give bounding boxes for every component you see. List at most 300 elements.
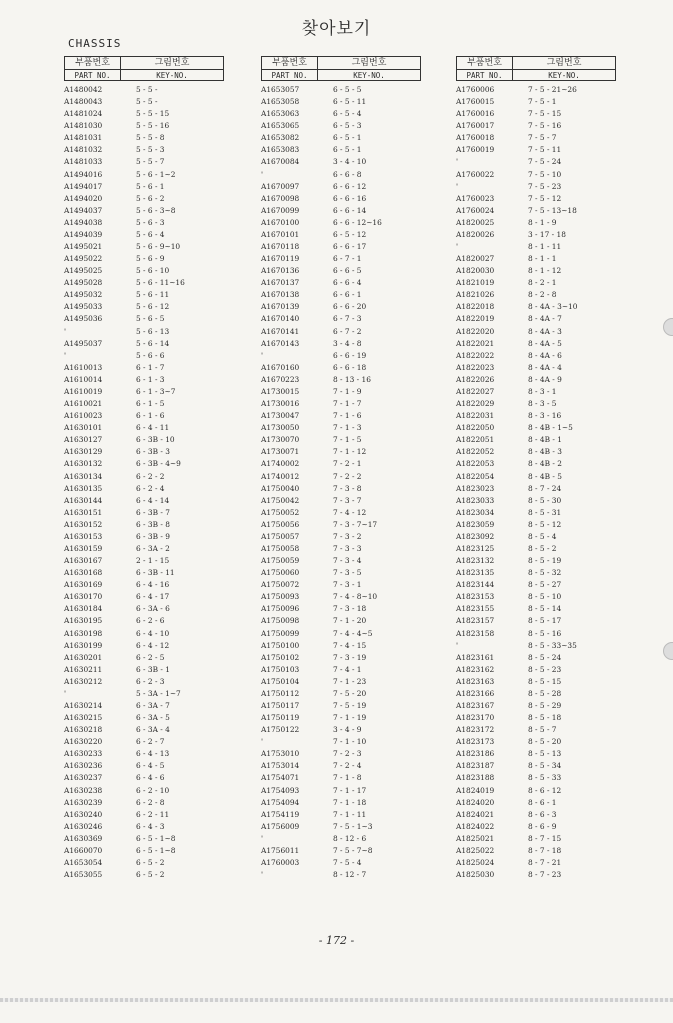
- part-number: A1730050: [261, 423, 300, 433]
- part-number: A1822052: [456, 447, 495, 457]
- index-row: [261, 326, 421, 338]
- index-row: [456, 169, 616, 181]
- index-row: [261, 386, 421, 398]
- part-number: A1750099: [261, 628, 300, 638]
- part-number: A1823170: [456, 713, 495, 723]
- key-number: 5 - 6 - 11: [136, 290, 170, 300]
- key-number: 6 - 1 - 6: [136, 411, 165, 421]
- key-number: 8 - 5 - 18: [528, 713, 562, 723]
- key-number: 7 - 3 - 1: [333, 580, 362, 590]
- index-row: [64, 628, 224, 640]
- key-number: 7 - 2 - 3: [333, 749, 362, 759]
- index-row: [64, 700, 224, 712]
- index-row: [261, 567, 421, 579]
- part-number: A1754094: [261, 797, 300, 807]
- index-row: [456, 398, 616, 410]
- key-number: 8 - 4A - 5: [528, 338, 562, 348]
- index-row: [64, 253, 224, 265]
- key-number: 8 - 5 - 4: [528, 531, 557, 541]
- part-number: A1750117: [261, 700, 300, 710]
- key-number: 6 - 3B - 1: [136, 664, 170, 674]
- part-number: A1630134: [64, 471, 103, 481]
- part-number: A1630212: [64, 676, 103, 686]
- part-number: A1610019: [64, 386, 103, 396]
- part-number: A1822027: [456, 386, 495, 396]
- part-number: A1823186: [456, 749, 495, 759]
- index-row: [261, 736, 421, 748]
- key-number: 8 - 5 - 20: [528, 737, 562, 747]
- part-number: A1821026: [456, 290, 495, 300]
- index-row: [261, 301, 421, 313]
- index-row: [456, 362, 616, 374]
- index-row: [64, 84, 224, 96]
- index-column-3: [456, 56, 616, 881]
- key-number: 6 - 3B - 7: [136, 507, 170, 517]
- index-row: [456, 640, 616, 652]
- index-row: [456, 724, 616, 736]
- index-rows: [261, 84, 421, 881]
- key-number: 6 - 6 - 17: [333, 242, 367, 252]
- index-row: [261, 869, 421, 881]
- key-number: 6 - 4 - 5: [136, 761, 165, 771]
- index-row: [64, 434, 224, 446]
- index-row: [64, 326, 224, 338]
- part-number: A1481032: [64, 145, 103, 155]
- key-number: 6 - 6 - 1: [333, 290, 362, 300]
- part-number: A1730047: [261, 411, 300, 421]
- key-number: 5 - 6 - 2: [136, 193, 165, 203]
- part-number: A1822054: [456, 471, 495, 481]
- index-row: [261, 748, 421, 760]
- key-number: 7 - 1 - 20: [333, 616, 367, 626]
- index-rows: [456, 84, 616, 881]
- key-number: 7 - 2 - 1: [333, 459, 362, 469]
- index-row: [456, 132, 616, 144]
- key-number: 6 - 2 - 3: [136, 676, 165, 686]
- part-number: A1480042: [64, 85, 103, 94]
- part-no-header: PART NO.: [457, 69, 512, 80]
- index-row: [64, 313, 224, 325]
- part-number: ': [64, 688, 67, 698]
- index-row: [64, 833, 224, 845]
- index-row: [64, 144, 224, 156]
- index-row: [64, 543, 224, 555]
- key-number: 8 - 12 - 6: [333, 833, 367, 843]
- index-row: [261, 579, 421, 591]
- part-number: A1822020: [456, 326, 495, 336]
- key-number: 6 - 3B - 8: [136, 519, 170, 529]
- part-number: A1670139: [261, 302, 300, 312]
- index-row: [456, 289, 616, 301]
- key-number: 7 - 3 - 19: [333, 652, 367, 662]
- part-number: A1670084: [261, 157, 300, 167]
- part-number: A1750052: [261, 507, 300, 517]
- part-number: A1495025: [64, 266, 103, 276]
- key-number: 6 - 2 - 6: [136, 616, 165, 626]
- index-row: [456, 386, 616, 398]
- part-number: A1630144: [64, 495, 103, 505]
- index-row: [456, 845, 616, 857]
- index-row: [456, 144, 616, 156]
- key-number: 7 - 5 - 7~8: [333, 845, 373, 855]
- part-number: A1822053: [456, 459, 495, 469]
- part-number: A1494039: [64, 229, 103, 239]
- part-number: A1750103: [261, 664, 300, 674]
- part-number: A1823166: [456, 688, 495, 698]
- index-row: [261, 96, 421, 108]
- key-number: 8 - 7 - 24: [528, 483, 562, 493]
- part-number: A1610014: [64, 374, 103, 384]
- key-number: 5 - 5 - 16: [136, 121, 170, 131]
- key-number: 8 - 5 - 34: [528, 761, 562, 771]
- key-number: 5 - 5 -: [136, 85, 158, 94]
- key-number: 6 - 1 - 3: [136, 374, 165, 384]
- index-row: [261, 446, 421, 458]
- key-number: 8 - 6 - 3: [528, 809, 557, 819]
- key-number: 6 - 3B - 10: [136, 435, 175, 445]
- index-row: [64, 615, 224, 627]
- part-number: A1760006: [456, 85, 495, 94]
- part-number: A1730070: [261, 435, 300, 445]
- index-row: [64, 229, 224, 241]
- part-number: A1630195: [64, 616, 103, 626]
- part-number: A1823187: [456, 761, 495, 771]
- part-number: A1750058: [261, 543, 300, 553]
- key-number: 6 - 7 - 1: [333, 254, 362, 264]
- key-number: 7 - 4 - 12: [333, 507, 367, 517]
- part-number: A1670118: [261, 242, 300, 252]
- key-number: 7 - 1 - 5: [333, 435, 362, 445]
- index-row: [456, 313, 616, 325]
- key-number: 5 - 6 - 9: [136, 254, 165, 264]
- index-row: [456, 688, 616, 700]
- part-number: A1760016: [456, 109, 495, 119]
- index-row: [456, 748, 616, 760]
- index-row: [261, 84, 421, 96]
- index-row: [261, 338, 421, 350]
- key-number: 6 - 5 - 2: [136, 870, 165, 880]
- index-column-1: [64, 56, 224, 881]
- index-row: [64, 362, 224, 374]
- part-number: A1670100: [261, 217, 300, 227]
- part-number: A1823173: [456, 737, 495, 747]
- key-number: 8 - 5 - 10: [528, 592, 562, 602]
- key-number: 6 - 3A - 2: [136, 543, 170, 553]
- key-number: 7 - 1 - 23: [333, 676, 367, 686]
- index-row: [456, 628, 616, 640]
- index-row: [456, 495, 616, 507]
- part-number: A1823092: [456, 531, 495, 541]
- part-number: A1670136: [261, 266, 300, 276]
- index-row: [261, 108, 421, 120]
- index-row: [456, 857, 616, 869]
- index-row: [456, 809, 616, 821]
- key-number: 7 - 3 - 2: [333, 531, 362, 541]
- part-number: ': [261, 833, 264, 843]
- part-number: A1823132: [456, 556, 495, 566]
- part-no-header-ko: 부품번호: [467, 58, 502, 68]
- index-row: [456, 458, 616, 470]
- key-number: 5 - 6 - 11~16: [136, 278, 185, 288]
- key-number: 5 - 6 - 13: [136, 326, 170, 336]
- part-number: A1823125: [456, 543, 495, 553]
- key-number: 7 - 1 - 17: [333, 785, 367, 795]
- key-number: 5 - 6 - 9~10: [136, 242, 181, 252]
- key-number: 3 - 4 - 9: [333, 725, 362, 735]
- part-number: A1760019: [456, 145, 495, 155]
- index-row: [261, 676, 421, 688]
- part-number: A1653065: [261, 121, 300, 131]
- section-title: CHASSIS: [68, 37, 122, 50]
- index-row: [456, 217, 616, 229]
- part-number: A1630101: [64, 423, 103, 433]
- index-row: [456, 664, 616, 676]
- part-number: A1825024: [456, 858, 495, 867]
- index-row: [64, 205, 224, 217]
- part-number: A1481024: [64, 109, 103, 119]
- part-number: A1824019: [456, 785, 495, 795]
- part-number: A1750098: [261, 616, 300, 626]
- key-number: 5 - 6 - 14: [136, 338, 170, 348]
- index-row: [261, 519, 421, 531]
- key-number: 6 - 3B - 9: [136, 531, 170, 541]
- part-number: A1822021: [456, 338, 495, 348]
- key-number: 6 - 5 - 1: [333, 145, 362, 155]
- index-row: [261, 845, 421, 857]
- key-number: 6 - 5 - 12: [333, 229, 367, 239]
- index-row: [456, 229, 616, 241]
- key-number: 7 - 5 - 16: [528, 121, 562, 131]
- part-number: A1750119: [261, 713, 300, 723]
- binder-hole: [663, 642, 673, 660]
- key-number: 8 - 4A - 3~10: [528, 302, 578, 312]
- part-number: A1756009: [261, 821, 300, 831]
- key-number: 7 - 2 - 2: [333, 471, 362, 481]
- part-number: A1495036: [64, 314, 103, 324]
- part-number: A1653083: [261, 145, 300, 155]
- part-no-header-ko: 부품번호: [272, 58, 307, 68]
- index-row: [261, 652, 421, 664]
- key-number: 7 - 2 - 4: [333, 761, 362, 771]
- part-number: A1823033: [456, 495, 495, 505]
- key-number: 7 - 3 - 7~17: [333, 519, 378, 529]
- key-number: 8 - 4B - 5: [528, 471, 562, 481]
- key-number: 7 - 5 - 19: [333, 700, 367, 710]
- part-number: A1750042: [261, 495, 300, 505]
- key-number: 8 - 12 - 7: [333, 870, 367, 880]
- part-number: A1630220: [64, 737, 103, 747]
- part-number: A1823135: [456, 568, 495, 578]
- key-number: 6 - 4 - 11: [136, 423, 170, 433]
- index-row: [456, 821, 616, 833]
- key-number: 8 - 1 - 1: [528, 254, 557, 264]
- index-row: [64, 120, 224, 132]
- index-row: [456, 579, 616, 591]
- part-number: A1630211: [64, 664, 103, 674]
- key-number: 5 - 6 - 5: [136, 314, 165, 324]
- index-row: [456, 603, 616, 615]
- part-number: A1760018: [456, 133, 495, 143]
- key-number: 8 - 1 - 11: [528, 242, 562, 252]
- part-number: ': [261, 169, 264, 179]
- key-number: 7 - 1 - 10: [333, 737, 367, 747]
- index-row: [64, 217, 224, 229]
- key-number: 8 - 4A - 4: [528, 362, 562, 372]
- key-number: 6 - 2 - 5: [136, 652, 165, 662]
- index-row: [456, 253, 616, 265]
- part-number: A1822051: [456, 435, 495, 445]
- index-row: [261, 640, 421, 652]
- index-row: [261, 543, 421, 555]
- part-number: A1630239: [64, 797, 103, 807]
- part-number: A1750112: [261, 688, 300, 698]
- key-number: 8 - 4A - 6: [528, 350, 562, 360]
- index-row: [261, 265, 421, 277]
- part-number: A1822026: [456, 374, 495, 384]
- index-row: [261, 410, 421, 422]
- index-row: [64, 845, 224, 857]
- index-row: [261, 471, 421, 483]
- key-number: 8 - 5 - 31: [528, 507, 562, 517]
- key-number: 6 - 1 - 3~7: [136, 386, 176, 396]
- part-number: A1494020: [64, 193, 103, 203]
- key-number: 6 - 3A - 7: [136, 700, 170, 710]
- part-number: A1824021: [456, 809, 495, 819]
- part-number: A1822018: [456, 302, 495, 312]
- part-number: A1653057: [261, 85, 300, 94]
- part-number: A1670097: [261, 181, 300, 191]
- part-number: A1630168: [64, 568, 103, 578]
- key-number: 6 - 2 - 4: [136, 483, 165, 493]
- part-number: A1494017: [64, 181, 103, 191]
- index-row: [261, 712, 421, 724]
- part-number: A1750072: [261, 580, 300, 590]
- key-number: 6 - 5 - 2: [136, 858, 165, 867]
- index-row: [261, 241, 421, 253]
- key-no-header: KEY-NO.: [318, 69, 420, 80]
- index-row: [64, 712, 224, 724]
- part-number: A1653063: [261, 109, 300, 119]
- part-number: A1630233: [64, 749, 103, 759]
- index-row: [64, 495, 224, 507]
- part-number: A1820026: [456, 229, 495, 239]
- key-number: 6 - 6 - 4: [333, 278, 362, 288]
- index-row: [456, 483, 616, 495]
- part-number: A1823188: [456, 773, 495, 783]
- part-number: A1494038: [64, 217, 103, 227]
- index-row: [261, 120, 421, 132]
- key-no-header-ko: 그림번호: [546, 58, 582, 68]
- part-number: A1495033: [64, 302, 103, 312]
- index-row: [64, 664, 224, 676]
- part-number: A1823034: [456, 507, 495, 517]
- key-number: 7 - 5 - 7: [528, 133, 557, 143]
- key-number: 8 - 7 - 21: [528, 858, 562, 867]
- part-number: A1750093: [261, 592, 300, 602]
- index-row: [261, 205, 421, 217]
- index-row: [64, 652, 224, 664]
- part-number: A1760023: [456, 193, 495, 203]
- index-row: [261, 615, 421, 627]
- index-row: [456, 797, 616, 809]
- index-row: [64, 277, 224, 289]
- key-number: 6 - 3A - 5: [136, 713, 170, 723]
- part-number: A1760017: [456, 121, 495, 131]
- key-number: 5 - 5 - 15: [136, 109, 170, 119]
- part-number: A1824020: [456, 797, 495, 807]
- part-number: A1823161: [456, 652, 495, 662]
- part-number: A1481031: [64, 133, 103, 143]
- part-number: A1630170: [64, 592, 103, 602]
- key-number: 6 - 6 - 20: [333, 302, 367, 312]
- index-row: [64, 724, 224, 736]
- key-number: 8 - 4B - 2: [528, 459, 562, 469]
- key-number: 8 - 5 - 15: [528, 676, 562, 686]
- key-number: 7 - 3 - 4: [333, 556, 362, 566]
- part-number: A1750060: [261, 568, 300, 578]
- key-number: 6 - 6 - 16: [333, 193, 367, 203]
- part-number: A1760003: [261, 858, 300, 867]
- index-row: [261, 603, 421, 615]
- key-number: 6 - 3B - 3: [136, 447, 170, 457]
- key-number: 6 - 4 - 13: [136, 749, 170, 759]
- part-number: A1823163: [456, 676, 495, 686]
- part-number: A1630369: [64, 833, 103, 843]
- key-number: 8 - 6 - 9: [528, 821, 557, 831]
- key-number: 6 - 4 - 16: [136, 580, 170, 590]
- key-number: 6 - 4 - 6: [136, 773, 165, 783]
- index-row: [64, 350, 224, 362]
- index-row: [261, 374, 421, 386]
- part-number: A1740012: [261, 471, 300, 481]
- key-number: 7 - 5 - 12: [528, 193, 562, 203]
- part-number: A1670137: [261, 278, 300, 288]
- key-number: 6 - 5 - 1~8: [136, 833, 176, 843]
- key-number: 6 - 6 - 19: [333, 350, 367, 360]
- index-rows: [64, 84, 224, 881]
- index-row: [261, 181, 421, 193]
- index-row: [261, 458, 421, 470]
- index-row: [456, 156, 616, 168]
- key-number: 6 - 4 - 12: [136, 640, 170, 650]
- part-number: A1494037: [64, 205, 103, 215]
- key-no-header: KEY-NO.: [513, 69, 615, 80]
- part-number: A1754093: [261, 785, 300, 795]
- index-row: [261, 277, 421, 289]
- key-number: 7 - 4 - 15: [333, 640, 367, 650]
- index-row: [456, 700, 616, 712]
- part-number: A1822029: [456, 399, 495, 409]
- key-number: 7 - 5 - 20: [333, 688, 367, 698]
- column-header: [64, 56, 224, 81]
- index-row: [261, 857, 421, 869]
- key-number: 7 - 3 - 18: [333, 604, 367, 614]
- index-row: [64, 181, 224, 193]
- key-number: 5 - 5 -: [136, 97, 158, 107]
- index-row: [64, 289, 224, 301]
- index-row: [456, 120, 616, 132]
- key-number: 7 - 5 - 1: [528, 97, 557, 107]
- part-number: A1480043: [64, 97, 103, 107]
- index-row: [456, 84, 616, 96]
- index-row: [456, 410, 616, 422]
- key-number: 8 - 5 - 23: [528, 664, 562, 674]
- part-number: A1825021: [456, 833, 495, 843]
- key-number: 6 - 1 - 5: [136, 399, 165, 409]
- key-number: 7 - 5 - 13~18: [528, 205, 577, 215]
- part-number: A1495021: [64, 242, 103, 252]
- index-row: [456, 712, 616, 724]
